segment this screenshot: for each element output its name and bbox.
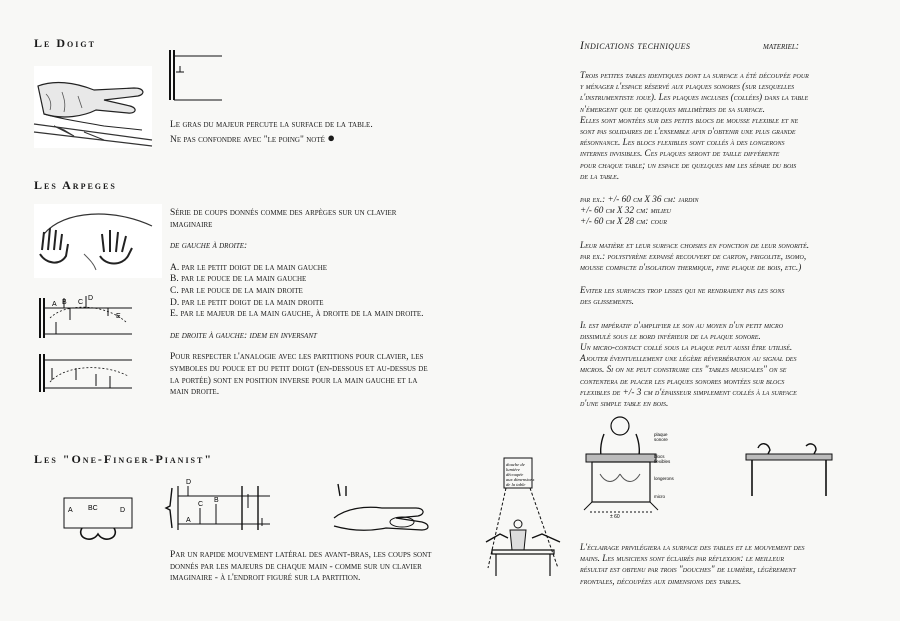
- arpeges-item: C. par le pouce de la main droite: [170, 285, 303, 296]
- section-title-ofp: Les "One-Finger-Pianist": [34, 452, 214, 466]
- ofp-letter: C: [198, 501, 204, 508]
- hand-positions-icon: [62, 494, 134, 544]
- hand-icon-letter: A: [68, 507, 73, 514]
- tech-p5-line: micros. Si on ne peut construire ces "tables musicales" on se: [580, 364, 787, 375]
- tech-p2-line: +/- 60 cm X 28 cm: cour: [580, 216, 667, 227]
- tech-p6-line: résultat est obtenu par trois "douches" de lumière, légèrement: [580, 564, 796, 575]
- tech-p3-line: Leur matière et leur surface choisies en fonction de leur sonorité.: [580, 239, 810, 250]
- tech-p1-line: Elles sont montées sur des petits blocs de mousse flexible et ne: [580, 114, 799, 125]
- tech-p1-line: pour chaque table; un espace de quelques mm les sépare du bois: [580, 159, 797, 170]
- tech-p1-line: y ménager l'espace réservé aux plaques sonores (sur lesquelles: [580, 81, 795, 92]
- ofp-text: [170, 550, 460, 585]
- sketch-label: flexibles: [654, 459, 671, 464]
- sketch-label: micro: [654, 494, 665, 499]
- technical-subtitle: materiel:: [763, 41, 800, 52]
- hand-icon-letter: BC: [88, 505, 98, 512]
- tech-p5-line: Il est impératif d'amplifier le son au moyen d'un petit micro: [580, 319, 784, 330]
- sketch-label: lumière: [506, 467, 520, 472]
- tech-p1-line: Trois petites tables identiques dont la surface a été découpée pour: [580, 70, 809, 80]
- hand-icon-letter: D: [120, 507, 126, 514]
- score-letter: B: [62, 299, 67, 306]
- tech-p4-line: des glissements.: [580, 296, 634, 307]
- arpeges-item: B. par le pouce de la main gauche: [170, 274, 307, 285]
- hand-striking-illustration: [326, 478, 436, 538]
- technical-title: Indications techniques: [580, 40, 691, 52]
- section-title-arpeges: Les Arpeges: [34, 178, 117, 192]
- doigt-text-line: Le gras du majeur percute la surface de la table.: [170, 120, 373, 130]
- arpeges-intro-line: Série de coups donnés comme des arpèges sur un clavier: [170, 208, 397, 218]
- score-letter: E: [116, 313, 121, 320]
- tech-p1-line: sont pas solidaires de l'ensemble afin d'obtenir une plus grande: [580, 126, 796, 137]
- tech-p5-line: flexibles de +/- 3 cm d'épaisseur simplement collés à la surface: [580, 386, 797, 397]
- sketch-label: plaque: [654, 432, 668, 437]
- doigt-text: [170, 120, 410, 146]
- hand-finger-illustration: [34, 66, 152, 148]
- arpeges-text: [170, 208, 450, 399]
- section-title-doigt: Le Doigt: [34, 36, 96, 50]
- ofp-letter: A: [186, 517, 191, 524]
- arpeges-intro-line: imaginaire: [170, 219, 213, 230]
- tech-p5-line: Ajouter éventuellement une légère réverbération au signal des: [580, 353, 797, 364]
- ofp-text-line: Par un rapide mouvement latéral des avant-bras, les coups sont: [170, 550, 432, 560]
- score-letter: A: [52, 301, 57, 308]
- arpeges-item: E. par le majeur de la main gauche, à droite de la main droite.: [170, 309, 424, 320]
- score-letter: C: [78, 299, 84, 306]
- sketch-label: sonore: [654, 437, 668, 442]
- tech-p5-line: Un micro-contact collé sous la plaque peut aussi être utilisé.: [580, 342, 793, 353]
- tech-p5-line: dissimulé sous le bord inférieur de la plaque sonore.: [580, 330, 761, 341]
- tech-p6-line: L'éclairage privilégiera la surface des tables et le mouvement des: [580, 542, 805, 552]
- doigt-text-line: Ne pas confondre avec "le poing" noté ●: [170, 129, 336, 145]
- arpeges-outro-line: Pour respecter l'analogie avec les partitions pour clavier, les: [170, 352, 424, 363]
- sketch-dim: ± 60: [610, 514, 620, 520]
- sketch-label: blocs: [654, 454, 665, 459]
- tech-p2-line: par ex.: +/- 60 cm X 36 cm: jardin: [580, 194, 699, 205]
- arpeges-direction: de gauche à droite:: [170, 241, 248, 252]
- tech-p3-line: mousse compacte d'isolation thermique, fine plaque de bois, etc.): [580, 262, 802, 273]
- sketch-label: longerons: [654, 476, 674, 481]
- side-table-sketch: [744, 440, 834, 500]
- arpeggio-score-2: [36, 350, 136, 396]
- fist-note-icon: ●: [327, 129, 336, 145]
- arpeges-item: D. par le petit doigt de la main droite: [170, 297, 324, 308]
- arpeges-outro-line: la portée) sont en position inverse pour la main gauche et la: [170, 375, 418, 386]
- arpeges-outro-line: main droite.: [170, 387, 220, 398]
- tech-p4-line: Eviter les surfaces trop lisses qui ne rendraient pas les sons: [580, 285, 785, 296]
- tech-p1-line: n'émergent que de quelques millimètres de sa surface.: [580, 103, 765, 114]
- arpeges-outro-line: symboles du pouce et du petit doigt (en-dessous et au-dessus de: [170, 363, 428, 374]
- tech-p6-line: frontales, découpées aux dimensions des tables.: [580, 575, 742, 586]
- tech-p5-line: contentera de placer les plaques sonores montées sur blocs: [580, 375, 785, 386]
- table-cross-section-sketch: [580, 414, 690, 518]
- technical-text: [580, 70, 880, 409]
- tech-p1-line: résonnance. Les blocs flexibles sont collés à des longerons: [580, 137, 785, 148]
- sketch-label: découpée: [506, 472, 524, 477]
- arpeges-item: A. par le petit doigt de la main gauche: [170, 262, 328, 273]
- doigt-notation-staff: [164, 46, 224, 106]
- ofp-text-line: imaginaire - à l'endroit figuré sur la partition.: [170, 573, 361, 584]
- hands-arpeggio-illustration: [34, 204, 162, 278]
- sketch-label: aux dimensions: [506, 477, 535, 482]
- tech-p1-line: internes invisibles. Ces plaques seront de taille différente: [580, 148, 780, 159]
- arpeges-inverse: de droite à gauche: idem en inversant: [170, 330, 317, 341]
- score-letter: D: [88, 295, 94, 302]
- ofp-letter: D: [186, 479, 192, 486]
- tech-p2-line: +/- 60 cm X 32 cm: milieu: [580, 205, 671, 216]
- tech-p3-line: par ex.: polystyrène expansé recouvert de carton, frigolite, isomo,: [580, 250, 807, 261]
- tech-p1-line: l'instrumentiste joue). Les plaques incluses (collées) dans la table: [580, 92, 809, 103]
- arpeggio-score-1: [36, 292, 136, 342]
- light-shower-sketch: [482, 458, 564, 578]
- lighting-text: [580, 542, 880, 587]
- tech-p6-line: mains. Les musiciens sont éclairés par réflexion: le meilleur: [580, 553, 785, 564]
- ofp-score: [166, 478, 278, 536]
- sketch-label: de la table: [506, 482, 526, 487]
- ofp-letter: B: [214, 497, 219, 504]
- tech-p1-line: de la table.: [580, 170, 620, 181]
- sketch-label: douche de: [506, 462, 525, 467]
- tech-p5-line: d'une simple table en bois.: [580, 398, 669, 409]
- ofp-text-line: donnés par les majeurs de chaque main - comme sur un clavier: [170, 561, 422, 572]
